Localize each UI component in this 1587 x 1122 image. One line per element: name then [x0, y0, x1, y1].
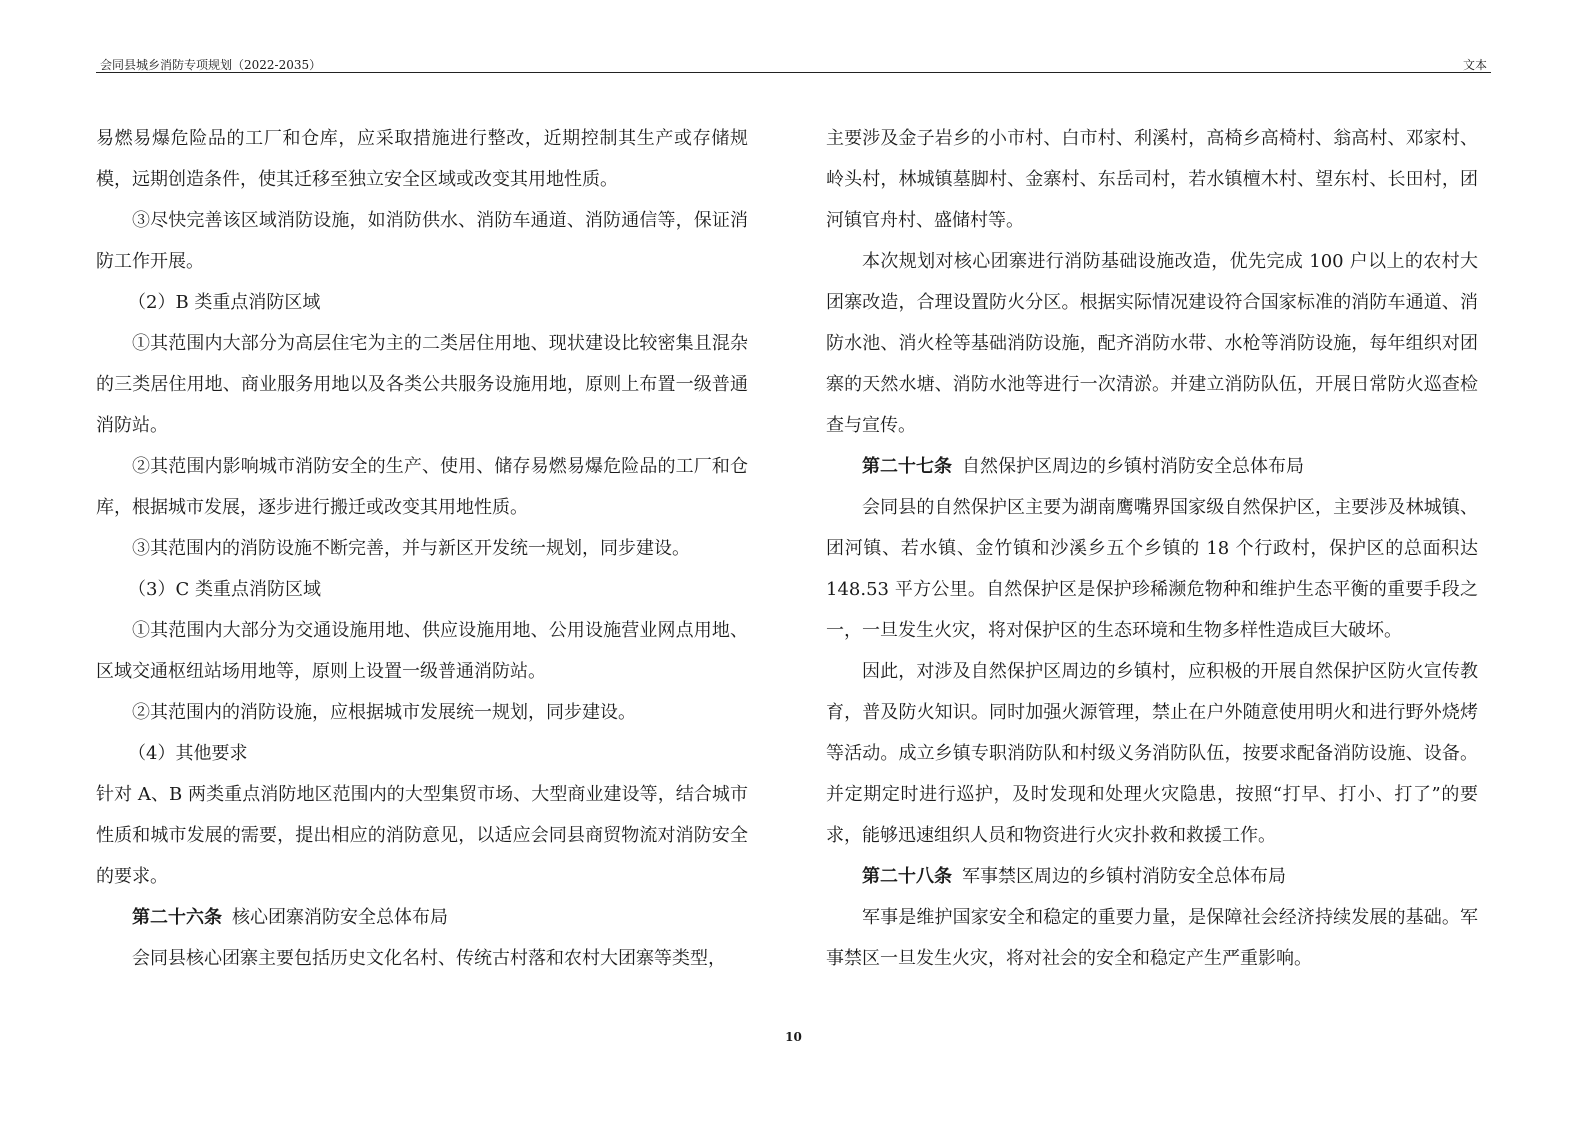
right-column — [826, 118, 1478, 979]
page-header-title: 会同县城乡消防专项规划（2022-2035） — [100, 58, 322, 72]
paragraph: 会同县的自然保护区主要为湖南鹰嘴界国家级自然保护区，主要涉及林城镇、团河镇、若水镇、金竹镇和沙溪乡五个乡镇的 18 个行政村，保护区的总面积达 148.53 平方公里。自然保护区是保护珍稀濒危物种和维护生态平衡的重要手段之一，一旦发生火灾，将对保护区的生态环境和生物多样性造成巨大破坏。 — [826, 497, 1478, 641]
paragraph: 主要涉及金子岩乡的小市村、白市村、利溪村，高椅乡高椅村、翁高村、邓家村、岭头村，林城镇墓脚村、金寨村、东岳司村，若水镇檀木村、望东村、长田村，团河镇官舟村、盛储村等。 — [826, 128, 1478, 231]
page-number: 10 — [785, 1030, 802, 1044]
article-number: 第二十六条 — [132, 907, 222, 928]
section-heading: （4）其他要求 — [128, 743, 248, 764]
header-rule — [96, 72, 1491, 73]
left-column — [96, 118, 748, 979]
article-number: 第二十八条 — [862, 866, 952, 887]
section-heading: （2）B 类重点消防区域 — [128, 292, 321, 313]
paragraph: ②其范围内的消防设施，应根据城市发展统一规划，同步建设。 — [132, 702, 636, 723]
paragraph: 军事是维护国家安全和稳定的重要力量，是保障社会经济持续发展的基础。军事禁区一旦发生火灾，将对社会的安全和稳定产生严重影响。 — [826, 907, 1478, 969]
paragraph: 本次规划对核心团寨进行消防基础设施改造，优先完成 100 户以上的农村大团寨改造，合理设置防火分区。根据实际情况建设符合国家标准的消防车通道、消防水池、消火栓等基础消防设施，配齐消防水带、水枪等消防设施，每年组织对团寨的天然水塘、消防水池等进行一次清淤。并建立消防队伍，开展日常防火巡查检查与宣传。 — [826, 251, 1478, 436]
paragraph: ③其范围内的消防设施不断完善，并与新区开发统一规划，同步建设。 — [132, 538, 690, 559]
paragraph: 针对 A、B 两类重点消防地区范围内的大型集贸市场、大型商业建设等，结合城市性质和城市发展的需要，提出相应的消防意见，以适应会同县商贸物流对消防安全的要求。 — [96, 784, 748, 887]
paragraph: ②其范围内影响城市消防安全的生产、使用、储存易燃易爆危险品的工厂和仓库，根据城市发展，逐步进行搬迁或改变其用地性质。 — [96, 456, 748, 518]
page-header-section: 文本 — [1462, 58, 1487, 72]
paragraph: 易燃易爆危险品的工厂和仓库，应采取措施进行整改，近期控制其生产或存储规模，远期创造条件，使其迁移至独立安全区域或改变其用地性质。 — [96, 128, 748, 190]
article-heading — [826, 446, 1478, 487]
paragraph: ③尽快完善该区域消防设施，如消防供水、消防车通道、消防通信等，保证消防工作开展。 — [96, 210, 748, 272]
article-title: 军事禁区周边的乡镇村消防安全总体布局 — [962, 866, 1286, 887]
paragraph: 会同县核心团寨主要包括历史文化名村、传统古村落和农村大团寨等类型， — [132, 948, 726, 969]
paragraph: ①其范围内大部分为交通设施用地、供应设施用地、公用设施营业网点用地、区域交通枢纽站场用地等，原则上设置一级普通消防站。 — [96, 620, 748, 682]
article-heading — [96, 897, 748, 938]
paragraph: 因此，对涉及自然保护区周边的乡镇村，应积极的开展自然保护区防火宣传教育，普及防火知识。同时加强火源管理，禁止在户外随意使用明火和进行野外烧烤等活动。成立乡镇专职消防队和村级义务消防队伍，按要求配备消防设施、设备。并定期定时进行巡护，及时发现和处理火灾隐患，按照“打早、打小、打了”的要求，能够迅速组织人员和物资进行火灾扑救和救援工作。 — [826, 661, 1478, 846]
paragraph: ①其范围内大部分为高层住宅为主的二类居住用地、现状建设比较密集且混杂的三类居住用地、商业服务用地以及各类公共服务设施用地，原则上布置一级普通消防站。 — [96, 333, 748, 436]
section-heading: （3）C 类重点消防区域 — [128, 579, 321, 600]
article-title: 核心团寨消防安全总体布局 — [232, 907, 448, 928]
article-heading — [826, 856, 1478, 897]
article-title: 自然保护区周边的乡镇村消防安全总体布局 — [962, 456, 1304, 477]
article-number: 第二十七条 — [862, 456, 952, 477]
